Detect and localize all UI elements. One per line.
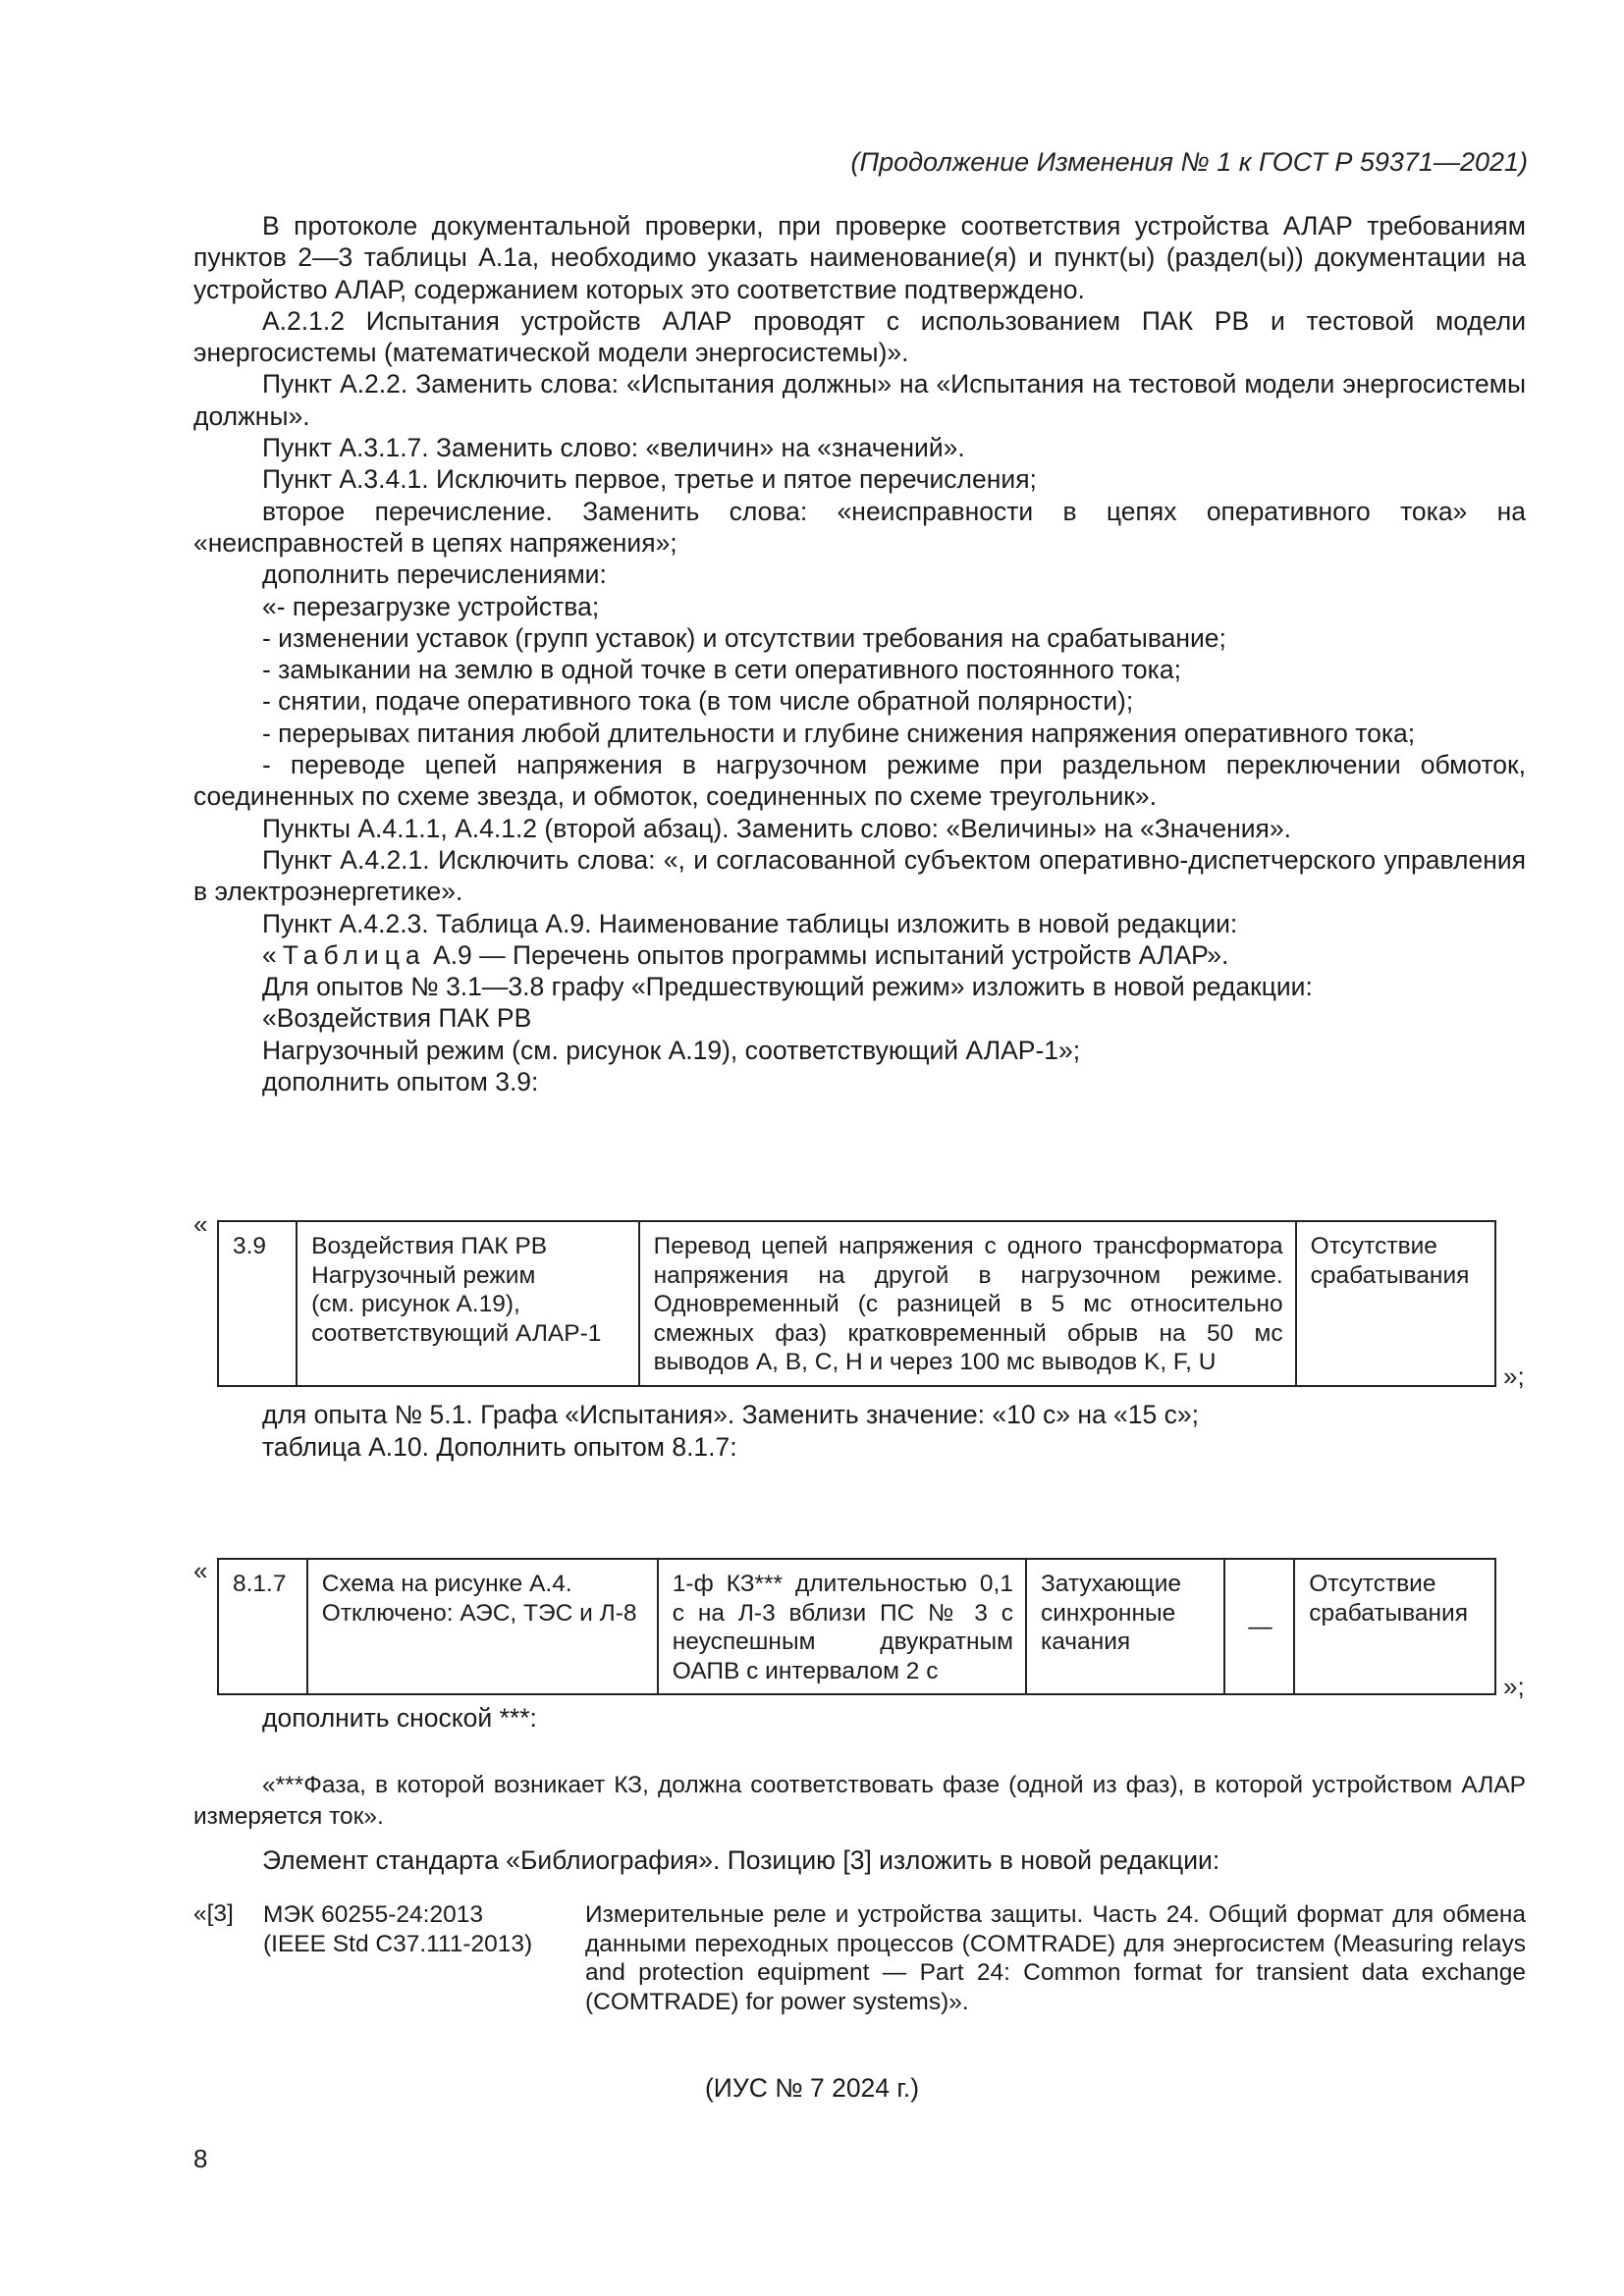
cell-fault: 1-ф КЗ*** длительностью 0,1 с на Л-3 вблизи ПС № 3 с неуспешным двукратным ОАПВ с интервалом 2 с: [658, 1559, 1026, 1694]
table-experiment-3-9: [217, 1220, 1496, 1387]
cell-result: Отсутствие срабатывания: [1296, 1221, 1495, 1386]
table-title-prefix: «Таблица: [262, 939, 426, 970]
paragraph: Пункт А.4.2.1. Исключить слова: «, и согласованной субъектом оперативно-диспетчерского управления в электроэнергетике».: [193, 844, 1526, 907]
quote-close: »;: [1503, 1362, 1525, 1391]
paragraph: второе перечисление. Заменить слова: «неисправности в цепях оперативного тока» на «неисправностей в цепях напряжения»;: [193, 496, 1526, 558]
quote-open: «: [193, 1556, 208, 1585]
table-title-line: [193, 939, 1526, 971]
cell-number: 8.1.7: [218, 1559, 307, 1694]
paragraph: Пункт А.3.1.7. Заменить слово: «величин» на «значений».: [262, 433, 965, 463]
body-text: [193, 210, 1526, 1097]
paragraph: дополнить перечислениями:: [262, 560, 607, 590]
paragraph: Пункт А.4.2.3. Таблица А.9. Наименование таблицы изложить в новой редакции:: [262, 908, 1238, 938]
page-number: 8: [193, 2144, 208, 2173]
cell-dash: —: [1224, 1559, 1295, 1694]
cell-swing: Затухающие синхронные качания: [1026, 1559, 1224, 1694]
list-item: - замыкании на землю в одной точке в сети оперативного постоянного тока;: [262, 655, 1181, 685]
bibliography-heading: Элемент стандарта «Библиография». Позицию [3] изложить в новой редакции:: [262, 1845, 1220, 1875]
paragraph: таблица А.10. Дополнить опытом 8.1.7:: [262, 1432, 737, 1462]
cell-result: Отсутствие срабатывания: [1294, 1559, 1495, 1694]
quote-open: «: [193, 1209, 208, 1239]
list-item: - снятии, подаче оперативного тока (в том числе обратной полярности);: [262, 686, 1134, 717]
paragraph: Для опытов № 3.1—3.8 графу «Предшествующий режим» изложить в новой редакции:: [262, 972, 1313, 1002]
cell-test: Перевод цепей напряжения с одного трансформатора напряжения на другой в нагрузочном режиме. Одновременный (с разницей в 5 мс относительно смежных фаз) кратковременный обрыв на 50 мс выводов A, B, C, H и через 100 мс выводов K, F, U: [639, 1221, 1296, 1386]
paragraph: Пункт А.3.4.1. Исключить первое, третье и пятое перечисления;: [262, 464, 1037, 495]
paragraph: Пункты А.4.1.1, А.4.1.2 (второй абзац). Заменить слово: «Величины» на «Значения».: [262, 813, 1291, 843]
cell-scheme: Схема на рисунке А.4. Отключено: АЭС, ТЭС и Л-8: [307, 1559, 658, 1694]
bibliography-standard: [263, 1900, 532, 1958]
bibliography-title: Измерительные реле и устройства защиты. Часть 24. Общий формат для обмена данными переходных процессов (COMTRADE) для энергосистем (Measuring relays and protection equipment — Part 24: Common format for transient data exchange (COMTRADE) for power systems)».: [585, 1901, 1526, 2015]
cell-number: 3.9: [218, 1221, 297, 1386]
standard-line: МЭК 60255-24:2013: [263, 1901, 483, 1928]
paragraph: А.2.1.2 Испытания устройств АЛАР проводят с использованием ПАК РВ и тестовой модели энергосистемы (математической модели энергосистемы)».: [193, 305, 1526, 368]
mode-line: Воздействия ПАК РВ: [311, 1233, 548, 1259]
paragraph: Пункт А.2.2. Заменить слова: «Испытания должны» на «Испытания на тестовой модели энергосистемы должны».: [193, 369, 1526, 431]
after-table-1: [262, 1399, 1199, 1464]
table-row: [218, 1559, 1495, 1694]
paragraph: В протоколе документальной проверки, при проверке соответствия устройства АЛАР требованиям пунктов 2—3 таблицы А.1а, необходимо указать наименование(я) и пункт(ы) (раздел(ы)) документации на устройство АЛАР, содержанием которых это соответствие подтверждено.: [193, 211, 1526, 304]
list-item: - переводе цепей напряжения в нагрузочном режиме при раздельном переключении обмоток, соединенных по схеме звезда, и обмоток, соединенных по схеме треугольник».: [193, 750, 1526, 812]
mode-line: Нагрузочный режим: [311, 1261, 536, 1289]
ius-reference: (ИУС № 7 2024 г.): [704, 2073, 920, 2103]
bibliography-number: «[3]: [193, 1900, 234, 1927]
table-experiment-8-1-7: [217, 1558, 1496, 1695]
running-header: (Продолжение Изменения № 1 к ГОСТ Р 59371—2021): [850, 147, 1528, 177]
list-item: «- перезагрузке устройства;: [262, 591, 600, 621]
quote-close: »;: [1503, 1672, 1525, 1701]
cell-mode: [297, 1221, 639, 1386]
paragraph: дополнить опытом 3.9:: [262, 1067, 539, 1097]
footnote-heading: дополнить сноской ***:: [262, 1703, 537, 1733]
standard-line: (IEEE Std C37.111-2013): [263, 1930, 533, 1957]
paragraph: для опыта № 5.1. Графа «Испытания». Заменить значение: «10 с» на «15 с»;: [262, 1400, 1199, 1429]
mode-line: (см. рисунок А.19),: [311, 1291, 520, 1317]
list-item: - изменении уставок (групп уставок) и отсутствии требования на срабатывание;: [262, 622, 1226, 653]
paragraph: «Воздействия ПАК РВ: [262, 1003, 532, 1034]
mode-line: соответствующий АЛАР-1: [311, 1319, 602, 1347]
paragraph: Нагрузочный режим (см. рисунок А.19), соответствующий АЛАР-1»;: [262, 1035, 1081, 1065]
list-item: - перерывах питания любой длительности и глубине снижения напряжения оперативного тока;: [262, 718, 1416, 748]
table-row: [218, 1221, 1495, 1386]
table-title-rest: А.9 — Перечень опытов программы испытаний устройств АЛАР».: [425, 939, 1229, 970]
footnote-text: «***Фаза, в которой возникает КЗ, должна соответствовать фазе (одной из фаз), в которой устройством АЛАР измеряется ток».: [193, 1772, 1526, 1830]
